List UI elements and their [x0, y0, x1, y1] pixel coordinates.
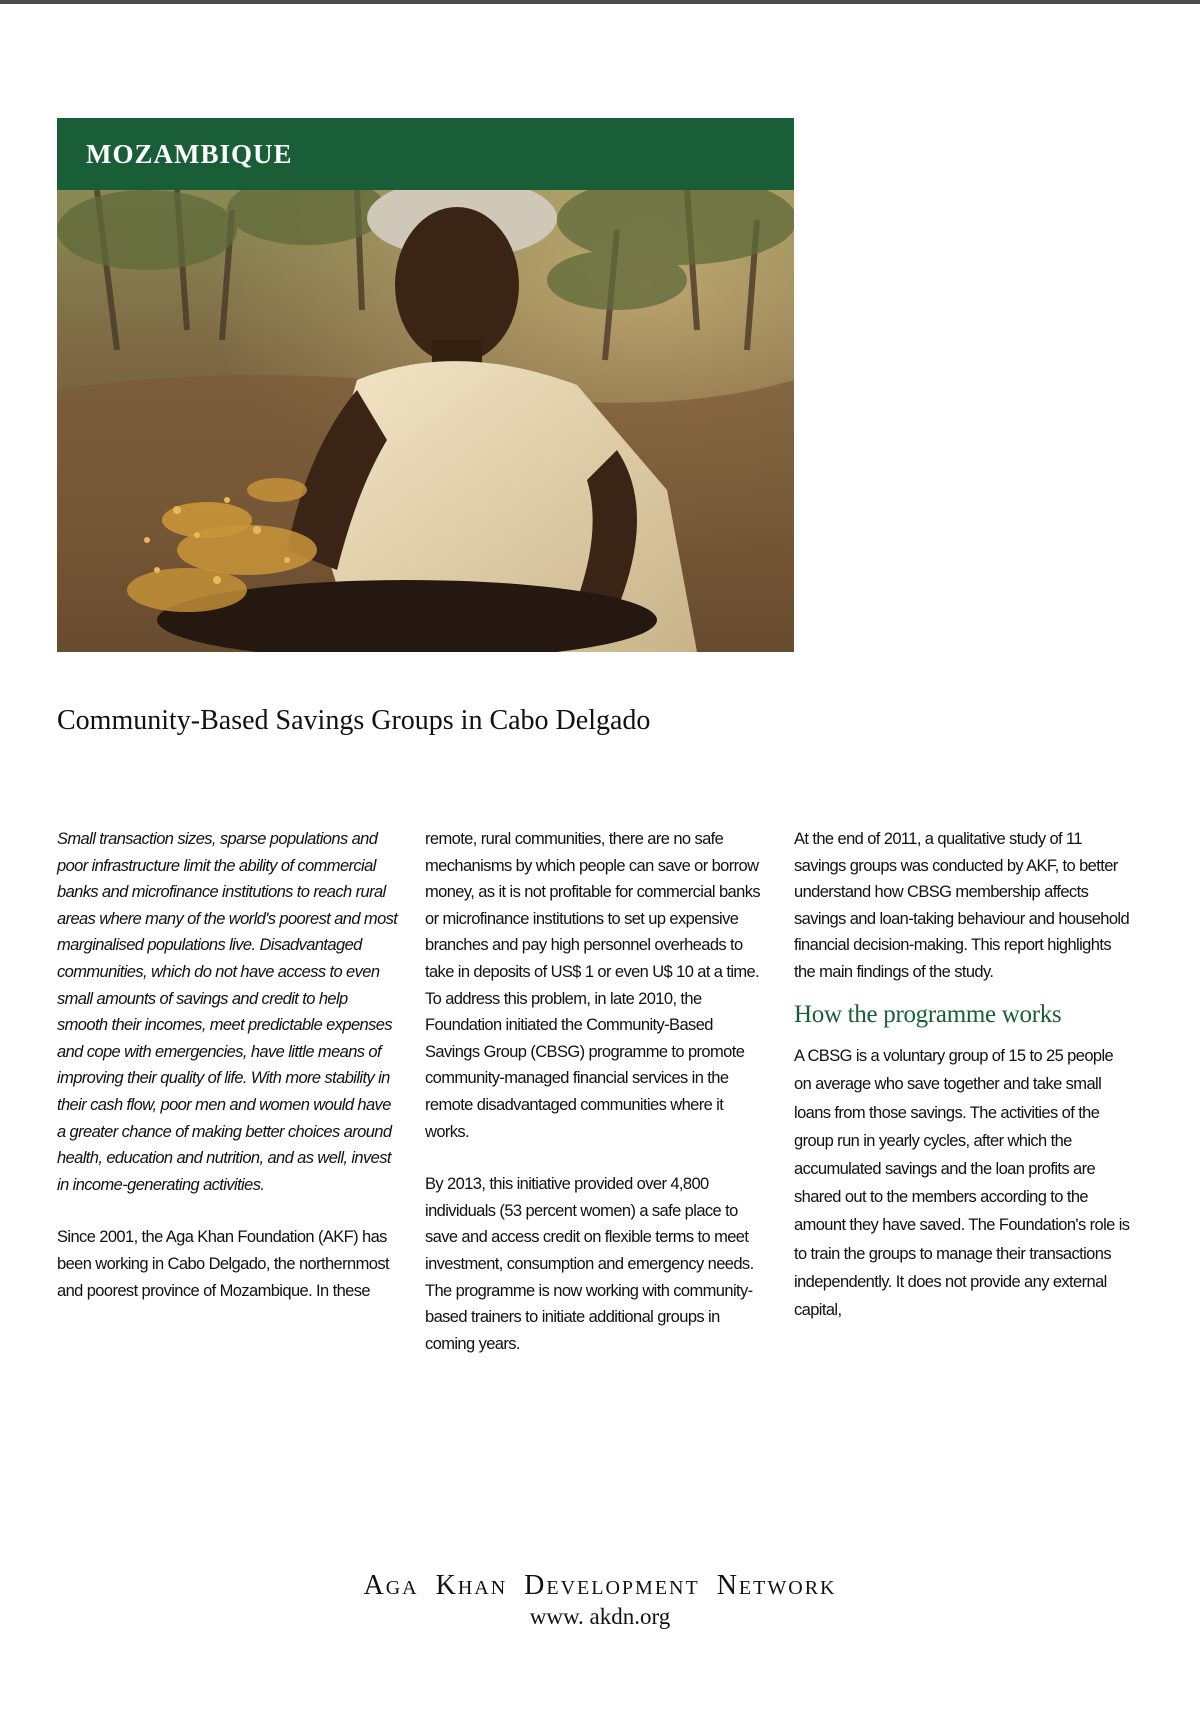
- body-paragraph: Since 2001, the Aga Khan Foundation (AKF) has been working in Cabo Delgado, the northernmost and poorest province of Mozambique. In these: [57, 1228, 389, 1300]
- column-3: [794, 826, 1134, 1324]
- country-banner: [57, 118, 794, 190]
- body-paragraph: At the end of 2011, a qualitative study of 11 savings groups was conducted by AKF, to better understand how CBSG membership affects savings and loan-taking behaviour and household financial decision-making. This report highlights the main findings of the study.: [794, 830, 1130, 981]
- country-label: MOZAMBIQUE: [86, 138, 293, 169]
- article-title: Community-Based Savings Groups in Cabo Delgado: [57, 705, 651, 736]
- photo-man-sifting-grain: [57, 190, 794, 652]
- column-2: [425, 826, 765, 1383]
- footer: [0, 1570, 1200, 1630]
- body-paragraph: By 2013, this initiative provided over 4,800 individuals (53 percent women) a safe place to save and access credit on flexible terms to meet investment, consumption and emergency needs. The programme is now working with community-based trainers to initiate additional groups in coming years.: [425, 1175, 754, 1353]
- intro-paragraph: Small transaction sizes, sparse populations and poor infrastructure limit the ability of commercial banks and microfinance institutions to reach rural areas where many of the world's poorest and most marginalised populations live. Disadvantaged communities, which do not have access to even small amounts of savings and credit to help smooth their incomes, meet predictable expenses and cope with emergencies, have little means of improving their quality of life. With more stability in their cash flow, poor men and women would have a greater chance of making better choices around health, education and nutrition, and as well, invest in income-generating activities.: [57, 830, 398, 1194]
- body-paragraph: remote, rural communities, there are no safe mechanisms by which people can save or borrow money, as it is not profitable for commercial banks or microfinance institutions to set up expensive branches and pay high personnel overheads to take in deposits of US$ 1 or even U$ 10 at a time. To address this problem, in late 2010, the Foundation initiated the Community-Based Savings Group (CBSG) programme to promote community-managed financial services in the remote disadvantaged communities where it works.: [425, 830, 760, 1141]
- section-heading: How the programme works: [794, 1000, 1062, 1028]
- footer-url: www. akdn.org: [529, 1604, 671, 1629]
- top-rule: [0, 0, 1200, 4]
- footer-organization: Aga Khan Development Network: [363, 1570, 837, 1601]
- body-paragraph: A CBSG is a voluntary group of 15 to 25 people on average who save together and take small loans from those savings. The activities of the group run in yearly cycles, after which the accumulated savings and the loan profits are shared out to the members according to the amount they have saved. The Foundation's role is to train the groups to manage their transactions independently. It does not provide any external capital,: [794, 1047, 1130, 1319]
- column-1: [57, 826, 399, 1330]
